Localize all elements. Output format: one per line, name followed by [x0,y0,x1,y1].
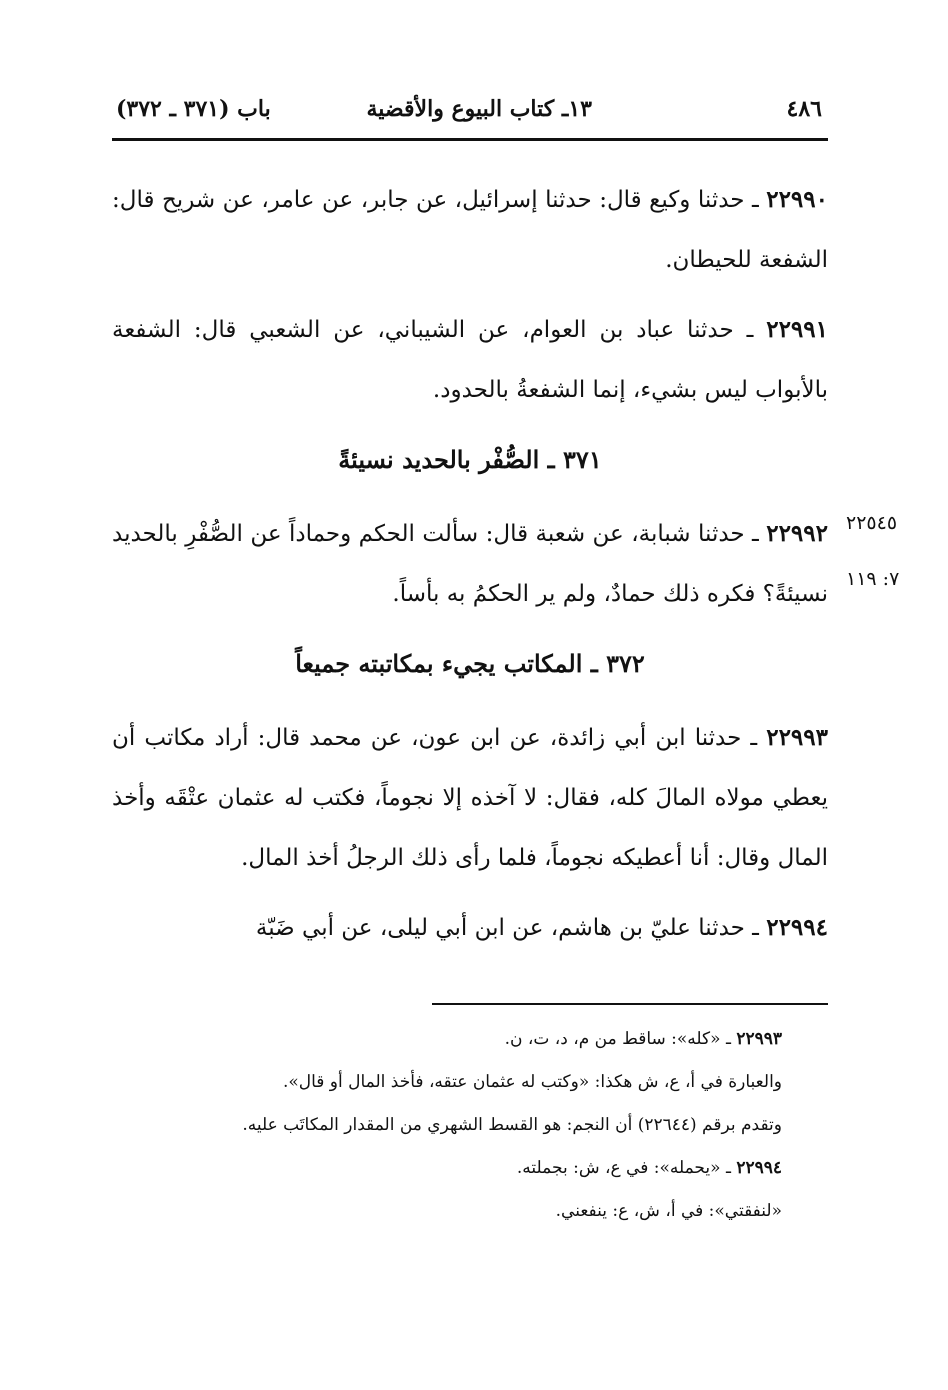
footnote-number: ٢٢٩٩٣ [736,1029,782,1049]
footnote-22994 [112,1154,782,1182]
margin-ref-hadith-number: ٢٢٥٤٥ [846,512,898,534]
hadith-number: ٢٢٩٩١ [766,316,828,343]
footnote-line: والعبارة في أ، ع، ش هكذا: «وكتب له عثمان عتقه، فأخذ المال أو قال». [282,1072,782,1092]
running-head [112,92,828,132]
footnote-rule [432,1003,828,1005]
main-text [112,170,828,968]
hadith-text: ـ حدثنا وكيع قال: حدثنا إسرائيل، عن جابر، عن عامر، عن شريح قال: الشفعة للحيطان. [112,187,828,273]
margin-ref-volume-page: ٧: ١١٩ [846,568,900,590]
hadith-text: ـ حدثنا شبابة، عن شعبة قال: سألت الحكم وحماداً عن الصُّفْرِ بالحديد نسيئةً؟ فكره ذلك حمادٌ، ولم ير الحكمُ به بأساً. [112,521,828,607]
footnote-text: ـ «كله»: ساقط من م، د، ت، ن. [504,1029,737,1049]
footnotes [112,1025,782,1240]
hadith-22991 [112,300,828,420]
footnote-line: وتقدم برقم (٢٢٦٤٤) أن النجم: هو القسط الشهري من المقدار المكاتَب عليه. [242,1115,782,1135]
footnote-22993 [112,1025,782,1053]
hadith-text: ـ حدثنا عباد بن العوام، عن الشيباني، عن الشعبي قال: الشفعة بالأبواب ليس بشيء، إنما الشفعةُ بالحدود. [112,317,828,403]
hadith-22990 [112,170,828,290]
chapter-range: باب (٣٧١ ـ ٣٧٢) [116,96,271,122]
hadith-22994 [112,898,828,958]
footnote-line: «لنفقتي»: في أ، ش، ع: ينفعني. [555,1201,782,1221]
hadith-22992 [112,504,828,624]
hadith-number: ٢٢٩٩٣ [766,724,828,751]
section-heading-371: ٣٧١ ـ الصُّفْر بالحديد نسيئةً [338,445,602,474]
book-title: ١٣ـ كتاب البيوع والأقضية [366,96,592,122]
header-rule [112,138,828,141]
hadith-number: ٢٢٩٩٤ [766,914,828,941]
hadith-22993 [112,708,828,888]
section-heading-372: ٣٧٢ ـ المكاتب يجيء بمكاتبته جميعاً [295,649,645,678]
hadith-text: ـ حدثنا عليّ بن هاشم، عن ابن أبي ليلى، عن أبي ضَبّة [255,915,767,941]
page-number: ٤٨٦ [786,96,822,122]
hadith-text: ـ حدثنا ابن أبي زائدة، عن ابن عون، عن محمد قال: أراد مكاتب أن يعطي مولاه المالَ كله، فقال: لا آخذه إلا نجوماً، فكتب له عثمان عتْقَه وأخذ المال وقال: أنا أعطيكه نجوماً، فلما رأى ذلك الرجلُ أخذ المال. [112,725,828,871]
hadith-number: ٢٢٩٩٠ [766,186,828,213]
footnote-number: ٢٢٩٩٤ [736,1158,782,1178]
hadith-number: ٢٢٩٩٢ [766,520,828,547]
footnote-text: ـ «يحمله»: في ع، ش: بجملته. [516,1158,737,1178]
